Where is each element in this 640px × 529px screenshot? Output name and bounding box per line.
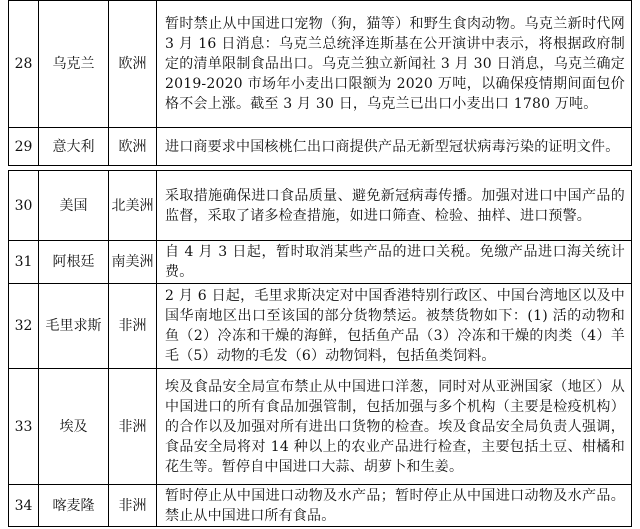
measure-description: 采取措施确保进口食品质量、避免新冠病毒传播。加强对进口中国产品的监督，采取了诸多检查措施，如进口筛查、检验、抽样、进口预警。: [157, 171, 632, 241]
region-cell: 南美洲: [109, 241, 157, 284]
measure-description: 2 月 6 日起，毛里求斯决定对中国香港特别行政区、中国台湾地区以及中国华南地区出口至该国的部分货物禁运。被禁货物如下：(1) 活的动物和鱼（2）冷冻和干燥的海鲜，包括鱼产品（3）冷冻和干燥的肉类（4）羊毛（5）动物的毛发（6）动物饲料，包括鱼类饲料。: [157, 284, 632, 369]
import-measures-table-bottom: [8, 170, 632, 527]
row-number: 28: [9, 1, 39, 128]
row-number: 33: [9, 369, 39, 485]
measure-description: 自 4 月 3 日起，暂时取消某些产品的进口关税。免缴产品进口海关统计费。: [157, 241, 632, 284]
country-cell: 埃及: [39, 369, 109, 485]
measure-description: 暂时停止从中国进口动物及水产品；暂时停止从中国进口动物及水产品。禁止从中国进口所有食品。: [157, 485, 632, 527]
region-cell: 北美洲: [109, 171, 157, 241]
row-number: 30: [9, 171, 39, 241]
row-number: 29: [9, 128, 39, 166]
region-cell: 非洲: [109, 369, 157, 485]
table-row: [9, 369, 632, 485]
table-row: [9, 171, 632, 241]
country-cell: 乌克兰: [39, 1, 109, 128]
row-number: 34: [9, 485, 39, 527]
region-cell: 欧洲: [109, 1, 157, 128]
measure-description: 暂时禁止从中国进口宠物（狗，猫等）和野生食肉动物。乌克兰新时代网 3 月 16 日消息：乌克兰总统泽连斯基在公开演讲中表示，将根据政府制定的清单限制食品出口。乌克兰独立新闻社 3 月 30 日消息，乌克兰确定 2019-2020 市场年小麦出口限额为 2020 万吨，以确保疫情期间面包价格不会上涨。截至 3 月 30 日，乌克兰已出口小麦出口 1780 万吨。: [157, 1, 632, 128]
table-row: [9, 1, 632, 128]
region-cell: 非洲: [109, 284, 157, 369]
table-row: [9, 241, 632, 284]
import-measures-table-top: [8, 0, 632, 166]
table-row: [9, 485, 632, 527]
country-cell: 美国: [39, 171, 109, 241]
region-cell: 欧洲: [109, 128, 157, 166]
row-number: 31: [9, 241, 39, 284]
country-cell: 喀麦隆: [39, 485, 109, 527]
region-cell: 非洲: [109, 485, 157, 527]
measure-description: 埃及食品安全局宣布禁止从中国进口洋葱，同时对从亚洲国家（地区）从中国进口的所有食品加强管制，包括加强与多个机构（主要是检疫机构）的合作以及加强对所有进出口货物的检查。埃及食品安全局负责人强调，食品安全局将对 14 种以上的农业产品进行检查，主要包括土豆、柑橘和花生等。暂停自中国进口大蒜、胡萝卜和生姜。: [157, 369, 632, 485]
country-cell: 阿根廷: [39, 241, 109, 284]
table-row: [9, 128, 632, 166]
measure-description: 进口商要求中国核桃仁出口商提供产品无新型冠状病毒污染的证明文件。: [157, 128, 632, 166]
country-cell: 毛里求斯: [39, 284, 109, 369]
country-cell: 意大利: [39, 128, 109, 166]
table-row: [9, 284, 632, 369]
row-number: 32: [9, 284, 39, 369]
